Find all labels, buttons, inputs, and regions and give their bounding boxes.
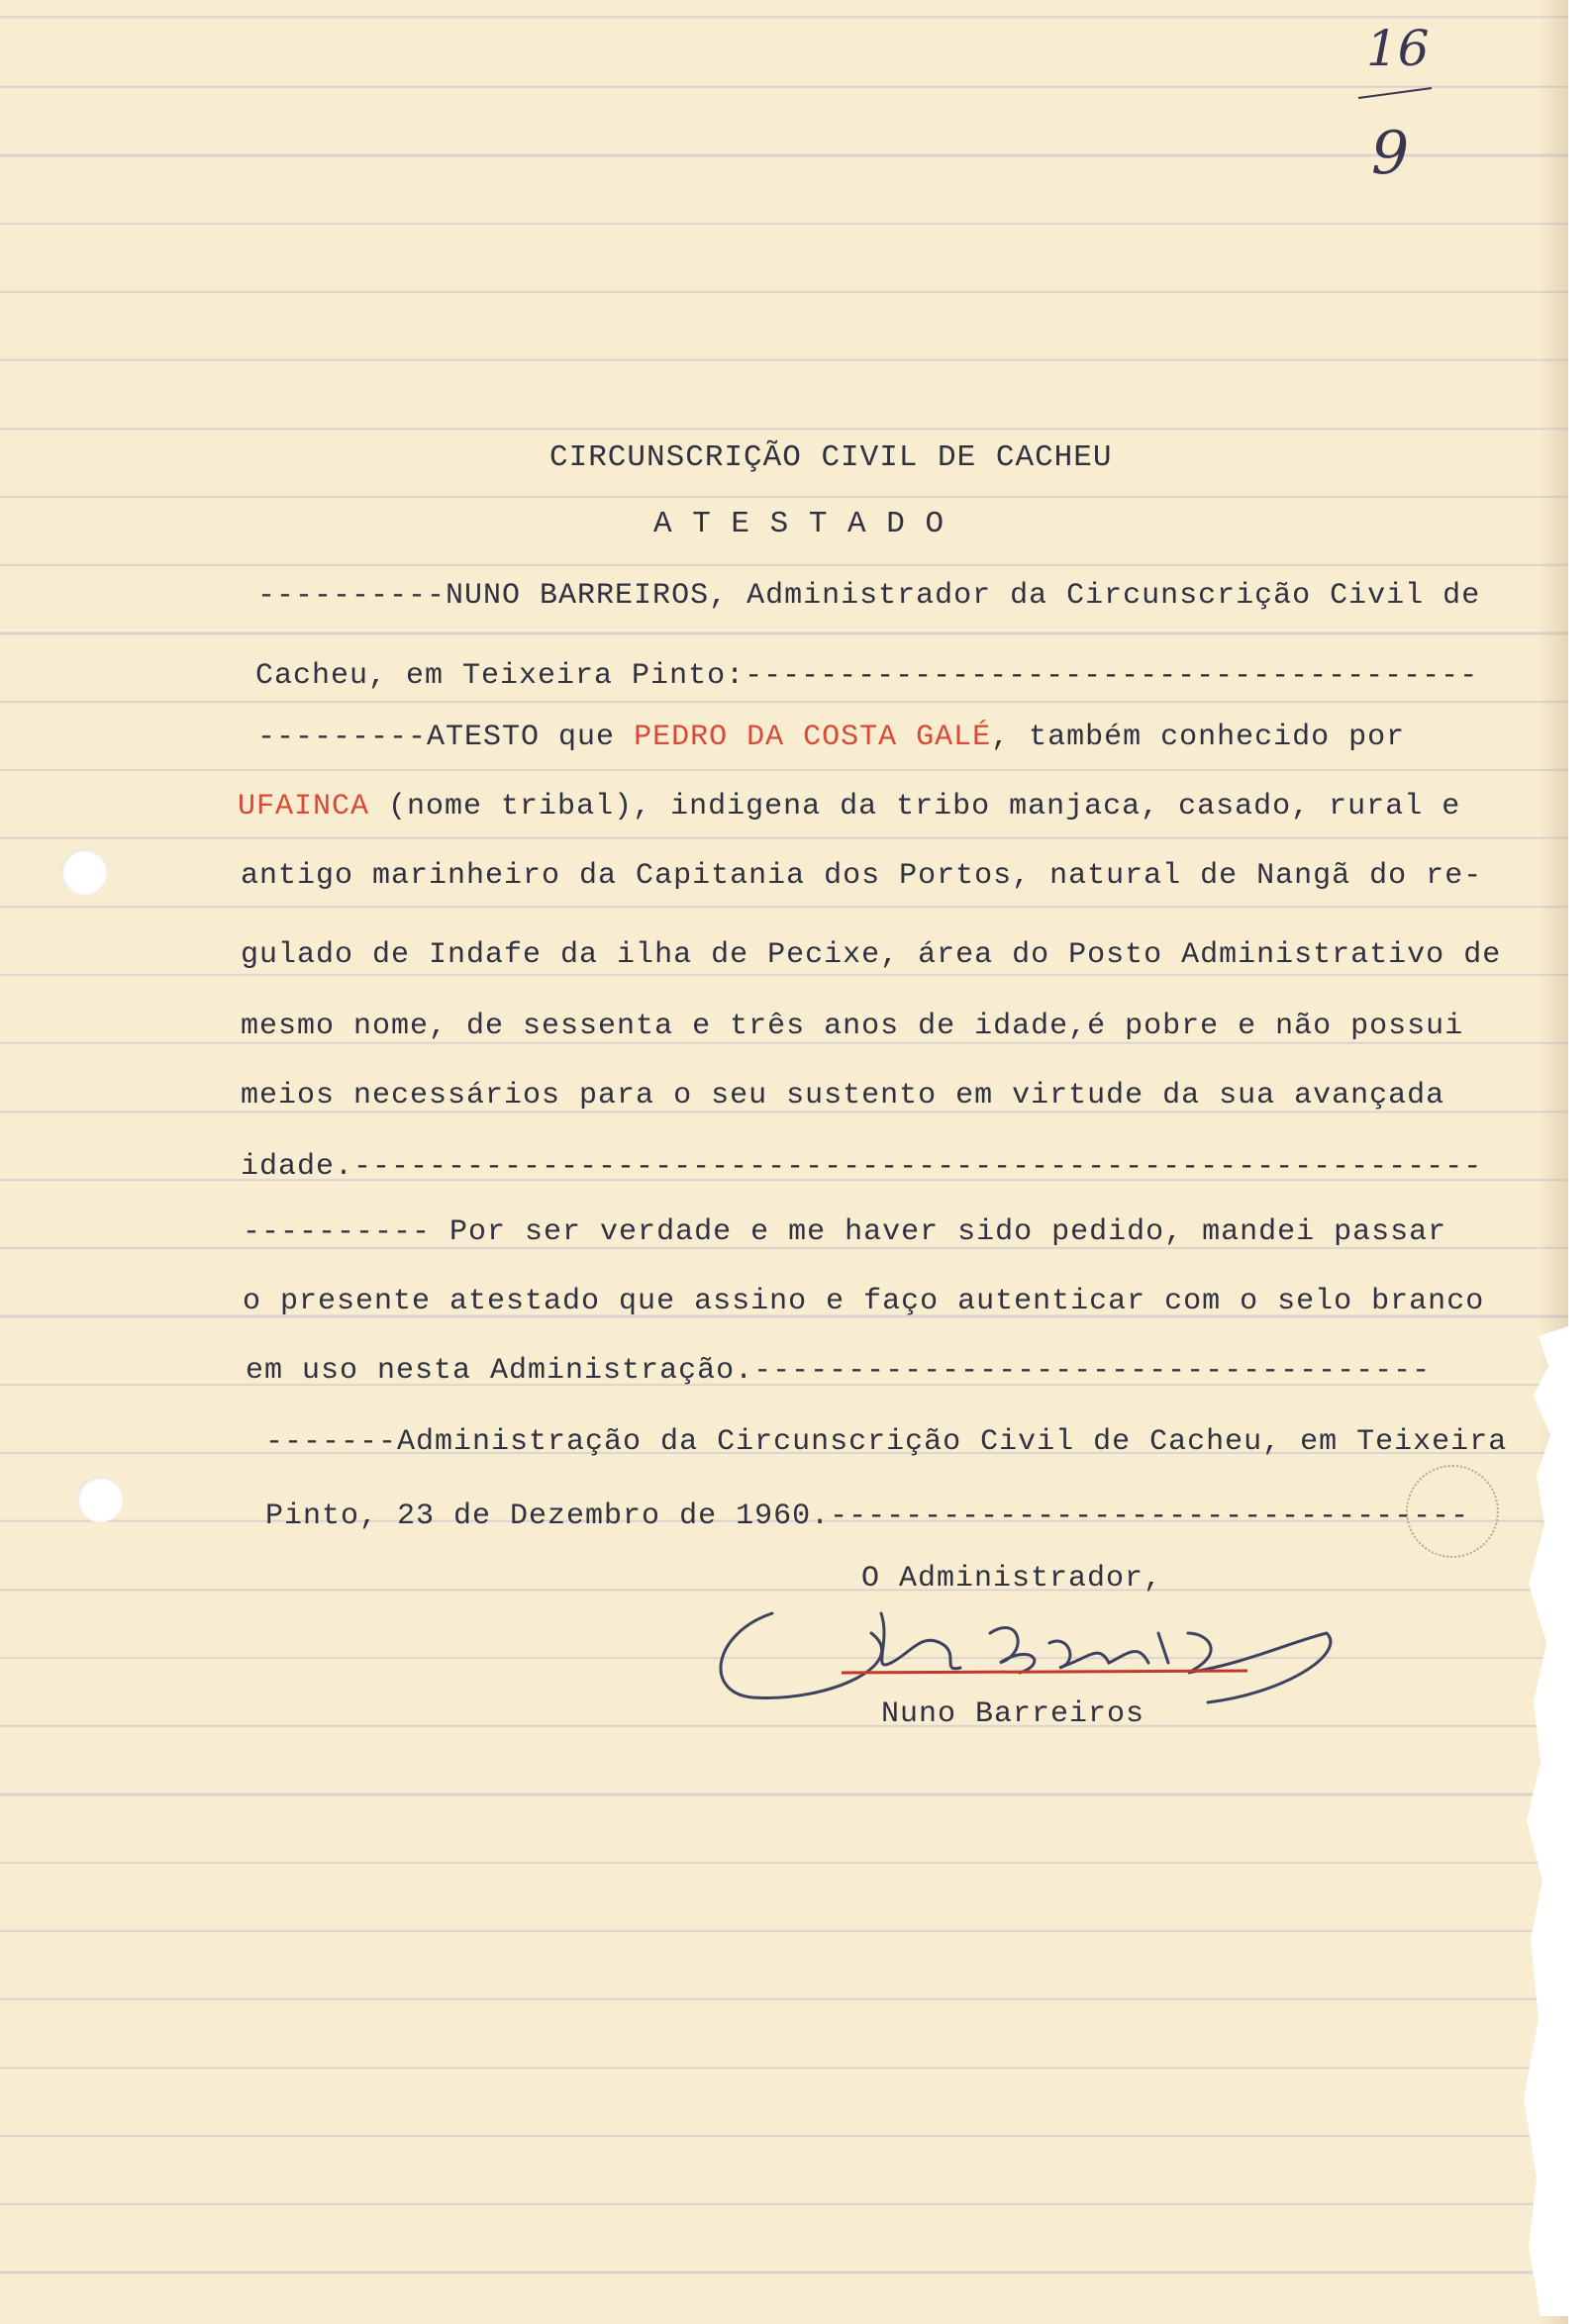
document-title: A T E S T A D O (653, 507, 945, 541)
body-line: meios necessários para o seu sustento em virtude da sua avançada (241, 1079, 1445, 1113)
folio-number: 16 (1366, 20, 1430, 77)
body-line: o presente atestado que assino e faço autenticar com o selo branco (243, 1285, 1485, 1318)
body-line: Cacheu, em Teixeira Pinto:--------------------------------------- (255, 659, 1479, 693)
tribal-name: UFAINCA (238, 790, 370, 823)
punch-hole-bottom (77, 1477, 123, 1522)
folio-mark: 9 (1371, 119, 1410, 188)
body-text: , também conhecido por (991, 721, 1406, 754)
body-line: gulado de Indafe da ilha de Pecixe, área do Posto Administrativo de (241, 938, 1502, 972)
body-line: ---------- Por ser verdade e me haver sido pedido, mandei passar (243, 1215, 1447, 1249)
office-heading: CIRCUNSCRIÇÃO CIVIL DE CACHEU (549, 440, 1113, 475)
signatory-name: Nuno Barreiros (881, 1697, 1145, 1731)
embossed-seal (1406, 1465, 1499, 1558)
body-line: antigo marinheiro da Capitania dos Portos, natural de Nangã do re- (241, 859, 1483, 893)
body-line (238, 790, 1460, 823)
body-line: idade.------------------------------------------------------------ (241, 1150, 1483, 1184)
body-line: em uso nesta Administração.------------------------------------ (246, 1354, 1432, 1388)
body-line: -------Administração da Circunscrição Civil de Cacheu, em Teixeira (265, 1425, 1508, 1459)
punch-hole-top (61, 849, 107, 895)
body-line: mesmo nome, de sessenta e três anos de idade,é pobre e não possui (241, 1010, 1464, 1043)
torn-edge (1479, 1326, 1568, 2316)
person-name: PEDRO DA COSTA GALÉ (634, 721, 992, 754)
body-line: Pinto, 23 de Dezembro de 1960.---------------------------------- (265, 1500, 1470, 1533)
body-line: ----------NUNO BARREIROS, Administrador da Circunscrição Civil de (257, 579, 1481, 613)
body-text: (nome tribal), indigena da tribo manjaca, casado, rural e (369, 790, 1461, 823)
signatory-role: O Administrador, (861, 1562, 1163, 1596)
body-text: ---------ATESTO que (257, 721, 635, 754)
folio-divider (1356, 84, 1436, 104)
body-line (257, 721, 1405, 754)
